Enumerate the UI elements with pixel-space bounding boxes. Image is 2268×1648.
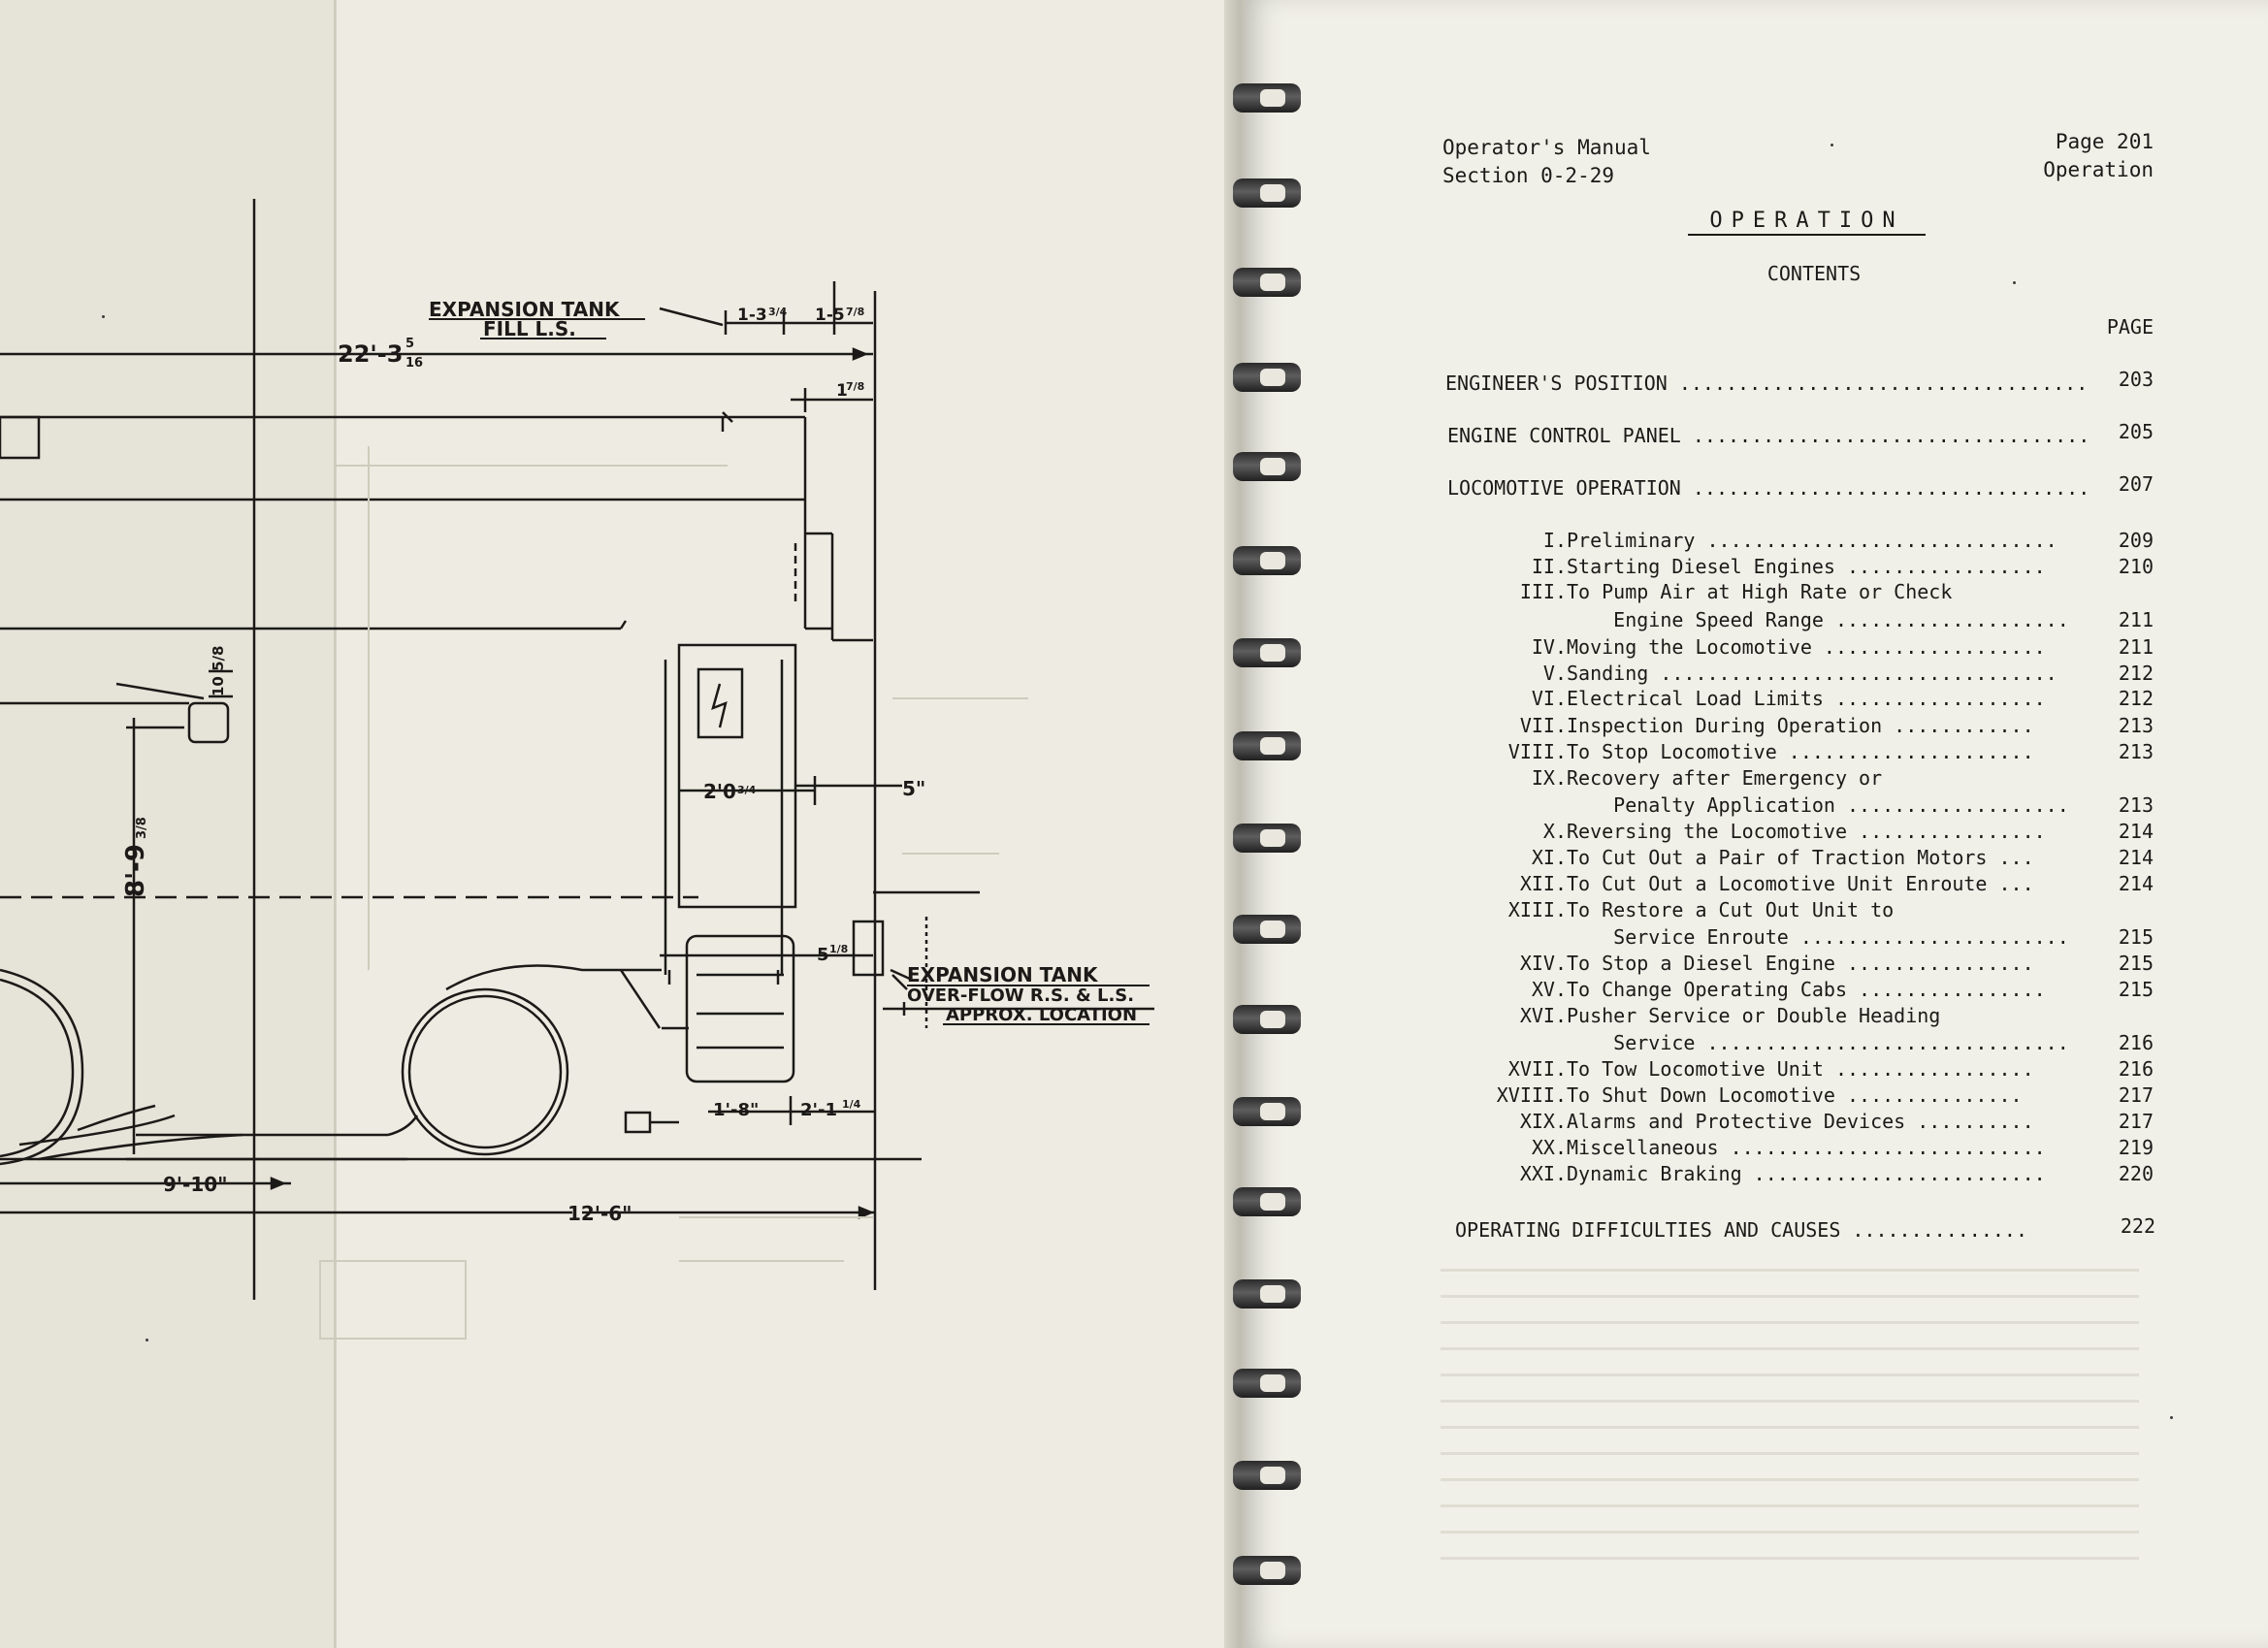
toc-page: 217 — [2118, 1083, 2154, 1107]
paper-speck — [2013, 281, 2016, 284]
toc-title: To Pump Air at High Rate or Check — [1567, 580, 1953, 603]
dim-22-3-den: 16 — [405, 356, 424, 371]
dim-1-7-8: 1 — [836, 381, 848, 401]
fill-tank-label-2: FILL L.S. — [483, 317, 576, 340]
dim-22-3-num: 5 — [405, 337, 415, 351]
toc-page: 216 — [2118, 1057, 2154, 1081]
toc-roman: XV. — [1531, 978, 1567, 1001]
page-header-right — [1950, 128, 2154, 184]
toc-page: 215 — [2118, 978, 2154, 1001]
dim-1-7-8-frac: 7/8 — [846, 380, 865, 393]
toc-title: Dynamic Braking ......................... — [1567, 1162, 2046, 1185]
binding-ring — [1227, 357, 1310, 398]
toc-page: 213 — [2118, 793, 2154, 817]
binding-ring — [1227, 632, 1310, 673]
toc-page: 209 — [2118, 529, 2154, 552]
toc-title: Inspection During Operation ............ — [1567, 714, 2034, 737]
toc-title: To Shut Down Locomotive ............... — [1567, 1083, 2023, 1107]
dim-1-3-frac: 3/4 — [768, 306, 788, 318]
toc-roman: XIII. — [1507, 898, 1567, 921]
binding-ring — [1227, 173, 1310, 213]
dim-1-5-frac: 7/8 — [846, 306, 865, 318]
dim-2-1: 2'-1 — [800, 1100, 838, 1120]
toc-main-page: 205 — [2118, 420, 2154, 443]
dim-5: 5" — [902, 777, 926, 800]
toc-page: 219 — [2118, 1136, 2154, 1159]
toc-page: 212 — [2118, 662, 2154, 685]
binding-ring — [1227, 818, 1310, 858]
binding-ring — [1227, 78, 1310, 118]
toc-roman: XXI. — [1519, 1162, 1567, 1185]
toc-title: Preliminary .............................. — [1567, 529, 2057, 552]
toc-roman: V. — [1542, 662, 1567, 685]
contents-heading: CONTENTS — [1766, 262, 1862, 285]
toc-title: To Restore a Cut Out Unit to — [1567, 898, 1895, 921]
dim-1-5: 1-5 — [815, 306, 845, 325]
dim-9-10: 9'-10" — [163, 1173, 228, 1196]
toc-title: Reversing the Locomotive ................ — [1567, 820, 2046, 843]
toc-roman: IV. — [1531, 635, 1567, 659]
section-number: Section 0-2-29 — [1442, 164, 1615, 187]
paper-speck — [102, 315, 105, 318]
binding-ring — [1227, 540, 1310, 581]
toc-main-label: LOCOMOTIVE OPERATION .................................. — [1447, 476, 2090, 500]
toc-page: 210 — [2118, 555, 2154, 578]
manual-title: Operator's Manual — [1442, 136, 1651, 159]
dim-2-0-frac: 3/4 — [737, 784, 757, 796]
toc-page: 212 — [2118, 687, 2154, 710]
binding-ring — [1227, 1091, 1310, 1132]
binding-ring — [1227, 1181, 1310, 1222]
toc-page: 220 — [2118, 1162, 2154, 1185]
binding-ring — [1227, 446, 1310, 487]
toc-roman: III. — [1519, 580, 1567, 603]
toc-title: To Stop Locomotive ..................... — [1567, 740, 2034, 763]
toc-title: Sanding .................................. — [1567, 662, 2057, 685]
dim-8-9: 8'-9 — [121, 844, 150, 897]
toc-title: Service Enroute ....................... — [1567, 925, 2069, 949]
binding-ring — [1227, 262, 1310, 303]
paper-speck — [146, 1339, 148, 1341]
toc-main-page: 203 — [2118, 368, 2154, 391]
toc-title: Pusher Service or Double Heading — [1567, 1004, 1941, 1027]
dim-2-1-frac: 1/4 — [842, 1098, 861, 1111]
overflow-tank-label-3: APPROX. LOCATION — [946, 1005, 1138, 1025]
toc-title: Electrical Load Limits .................. — [1567, 687, 2046, 710]
toc-title: To Change Operating Cabs ................ — [1567, 978, 2046, 1001]
binding-ring — [1227, 1274, 1310, 1314]
toc-title: To Cut Out a Pair of Traction Motors ... — [1567, 846, 2034, 869]
toc-roman: VI. — [1531, 687, 1567, 710]
toc-roman: II. — [1531, 555, 1567, 578]
dim-5-1-8: 5 — [817, 945, 829, 965]
toc-title: Alarms and Protective Devices .......... — [1567, 1110, 2034, 1133]
binding-ring — [1227, 1363, 1310, 1404]
binding-ring — [1227, 909, 1310, 950]
toc-roman: X. — [1542, 820, 1567, 843]
toc-main-page: 222 — [2120, 1214, 2155, 1238]
page-title: OPERATION — [1688, 209, 1926, 236]
toc-page: 213 — [2118, 740, 2154, 763]
paper-speck — [1831, 144, 1833, 146]
overflow-tank-label-2: OVER-FLOW R.S. & L.S. — [907, 986, 1135, 1006]
toc-roman: XIX. — [1519, 1110, 1567, 1133]
toc-roman: XX. — [1531, 1136, 1567, 1159]
toc-page: 215 — [2118, 925, 2154, 949]
binding-ring — [1227, 1455, 1310, 1496]
binding-ring — [1227, 999, 1310, 1040]
dim-5-1-8-frac: 1/8 — [829, 943, 849, 955]
toc-roman: I. — [1542, 529, 1567, 552]
toc-roman: XVIII. — [1496, 1083, 1567, 1107]
page-number: Page 201 — [2055, 130, 2154, 153]
toc-roman: XVI. — [1519, 1004, 1567, 1027]
toc-title: Recovery after Emergency or — [1567, 766, 1883, 790]
toc-title: Miscellaneous ........................... — [1567, 1136, 2046, 1159]
dim-12-6: 12'-6" — [567, 1202, 632, 1225]
toc-main-page: 207 — [2118, 472, 2154, 496]
dim-22-3: 22'-3 — [338, 340, 404, 368]
dim-1-8: 1'-8" — [713, 1100, 760, 1120]
toc-title: To Tow Locomotive Unit ................. — [1567, 1057, 2034, 1081]
toc-page: 214 — [2118, 820, 2154, 843]
toc-title: Service ............................... — [1567, 1031, 2069, 1054]
toc-roman: XVII. — [1507, 1057, 1567, 1081]
toc-main-label: ENGINEER'S POSITION ................................... — [1445, 372, 2089, 395]
dim-10-5-8: 10 5/8 — [210, 645, 227, 696]
dim-1-3: 1-3 — [737, 306, 767, 325]
toc-roman: XI. — [1531, 846, 1567, 869]
toc-roman: VII. — [1519, 714, 1567, 737]
dim-8-9-frac: 3/8 — [135, 817, 149, 839]
toc-page: 213 — [2118, 714, 2154, 737]
toc-page: 215 — [2118, 952, 2154, 975]
toc-main-label: OPERATING DIFFICULTIES AND CAUSES ............... — [1455, 1218, 2028, 1242]
page-header-left — [1442, 134, 1651, 190]
toc-roman: IX. — [1531, 766, 1567, 790]
toc-title: Engine Speed Range .................... — [1567, 608, 2069, 631]
toc-page: 217 — [2118, 1110, 2154, 1133]
dim-2-0: 2'0 — [703, 780, 736, 803]
toc-title: Penalty Application ................... — [1567, 793, 2069, 817]
fill-tank-label-1: EXPANSION TANK — [429, 298, 620, 321]
toc-page: 214 — [2118, 846, 2154, 869]
binding-ring — [1227, 726, 1310, 766]
toc-page: 211 — [2118, 608, 2154, 631]
toc-title: To Cut Out a Locomotive Unit Enroute ... — [1567, 872, 2034, 895]
toc-main-label: ENGINE CONTROL PANEL .................................. — [1447, 424, 2090, 447]
toc-title: To Stop a Diesel Engine ................ — [1567, 952, 2034, 975]
toc-roman: XIV. — [1519, 952, 1567, 975]
paper-speck — [2170, 1416, 2173, 1419]
binding-ring — [1227, 1550, 1310, 1591]
page-column-heading: PAGE — [2106, 315, 2154, 339]
toc-page: 211 — [2118, 635, 2154, 659]
toc-roman: XII. — [1519, 872, 1567, 895]
toc-page: 214 — [2118, 872, 2154, 895]
toc-title: Starting Diesel Engines ................. — [1567, 555, 2046, 578]
bleed-through-text — [1441, 1251, 2139, 1571]
toc-page: 216 — [2118, 1031, 2154, 1054]
toc-title: Moving the Locomotive ................... — [1567, 635, 2046, 659]
chapter-name: Operation — [2043, 158, 2154, 181]
toc-roman: VIII. — [1507, 740, 1567, 763]
overflow-tank-label-1: EXPANSION TANK — [907, 963, 1098, 986]
